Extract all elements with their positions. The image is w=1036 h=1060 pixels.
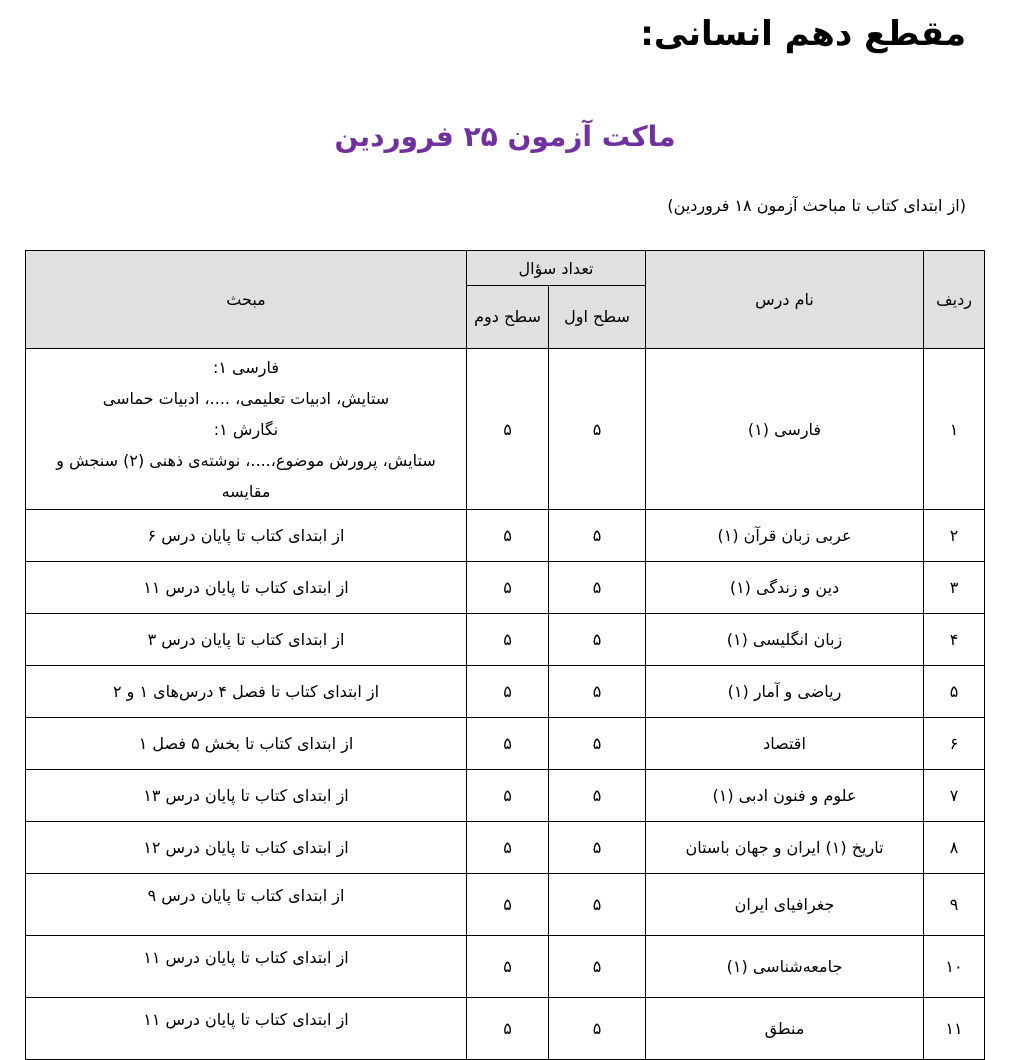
row-number: ۱ — [924, 349, 985, 510]
row-number: ۷ — [924, 770, 985, 822]
level-2-count: ۵ — [467, 562, 549, 614]
topic-cell: از ابتدای کتاب تا پایان درس ۱۳ — [26, 770, 467, 822]
level-2-count: ۵ — [467, 349, 549, 510]
table-header — [26, 251, 985, 349]
header-course-name: نام درس — [646, 251, 924, 349]
row-number: ۳ — [924, 562, 985, 614]
topic-cell: از ابتدای کتاب تا بخش ۵ فصل ۱ — [26, 718, 467, 770]
row-number: ۹ — [924, 874, 985, 936]
level-1-count: ۵ — [549, 614, 646, 666]
level-1-count: ۵ — [549, 936, 646, 998]
level-2-count: ۵ — [467, 718, 549, 770]
header-question-count: تعداد سؤال — [467, 251, 646, 286]
table-row — [26, 666, 985, 718]
table-row — [26, 718, 985, 770]
header-level-2: سطح دوم — [467, 286, 549, 349]
table-row — [26, 998, 985, 1060]
topic-cell: از ابتدای کتاب تا پایان درس ۱۱ — [26, 936, 467, 998]
course-name: جامعه‌شناسی (۱) — [646, 936, 924, 998]
level-1-count: ۵ — [549, 349, 646, 510]
topic-cell: از ابتدای کتاب تا پایان درس ۱۱ — [26, 998, 467, 1060]
row-number: ۱۰ — [924, 936, 985, 998]
exam-scope-note: (از ابتدای کتاب تا مباحث آزمون ۱۸ فروردین) — [667, 196, 966, 215]
topic-cell: از ابتدای کتاب تا پایان درس ۹ — [26, 874, 467, 936]
row-number: ۲ — [924, 510, 985, 562]
course-name: دین و زندگی (۱) — [646, 562, 924, 614]
level-2-count: ۵ — [467, 510, 549, 562]
table-row — [26, 822, 985, 874]
table-row — [26, 562, 985, 614]
level-2-count: ۵ — [467, 770, 549, 822]
course-name: جغرافیای ایران — [646, 874, 924, 936]
course-name: تاریخ (۱) ایران و جهان باستان — [646, 822, 924, 874]
topic-cell: از ابتدای کتاب تا پایان درس ۳ — [26, 614, 467, 666]
level-1-count: ۵ — [549, 770, 646, 822]
level-1-count: ۵ — [549, 510, 646, 562]
table-row — [26, 874, 985, 936]
level-2-count: ۵ — [467, 998, 549, 1060]
topic-cell: از ابتدای کتاب تا پایان درس ۶ — [26, 510, 467, 562]
topic-cell: از ابتدای کتاب تا فصل ۴ درس‌های ۱ و ۲ — [26, 666, 467, 718]
level-2-count: ۵ — [467, 874, 549, 936]
exam-title: ماکت آزمون ۲۵ فروردین — [334, 120, 676, 153]
level-2-count: ۵ — [467, 822, 549, 874]
course-name: ریاضی و آمار (۱) — [646, 666, 924, 718]
level-1-count: ۵ — [549, 666, 646, 718]
course-name: اقتصاد — [646, 718, 924, 770]
course-name: منطق — [646, 998, 924, 1060]
topic-line: ستایش، پرورش موضوع،....، نوشته‌ی ذهنی (۲) سنجش و — [56, 450, 436, 470]
row-number: ۱۱ — [924, 998, 985, 1060]
section-title: مقطع دهم انسانی: — [640, 14, 966, 54]
topic-line: مقایسه — [221, 481, 271, 501]
row-number: ۸ — [924, 822, 985, 874]
header-topic: مبحث — [26, 251, 467, 349]
exam-blueprint-table — [25, 250, 985, 1060]
level-1-count: ۵ — [549, 718, 646, 770]
level-2-count: ۵ — [467, 936, 549, 998]
level-2-count: ۵ — [467, 614, 549, 666]
course-name: علوم و فنون ادبی (۱) — [646, 770, 924, 822]
table-row — [26, 936, 985, 998]
level-1-count: ۵ — [549, 998, 646, 1060]
row-number: ۴ — [924, 614, 985, 666]
topic-line: فارسی ۱: — [212, 357, 280, 377]
topic-line: نگارش ۱: — [213, 419, 279, 439]
course-name: فارسی (۱) — [646, 349, 924, 510]
level-1-count: ۵ — [549, 822, 646, 874]
table-row — [26, 770, 985, 822]
course-name: زبان انگلیسی (۱) — [646, 614, 924, 666]
row-number: ۵ — [924, 666, 985, 718]
level-1-count: ۵ — [549, 874, 646, 936]
topic-cell — [26, 349, 467, 510]
topic-line: ستایش، ادبیات تعلیمی، ....، ادبیات حماسی — [102, 388, 390, 408]
table-row — [26, 510, 985, 562]
topic-cell: از ابتدای کتاب تا پایان درس ۱۲ — [26, 822, 467, 874]
table-row — [26, 614, 985, 666]
row-number: ۶ — [924, 718, 985, 770]
header-level-1: سطح اول — [549, 286, 646, 349]
level-2-count: ۵ — [467, 666, 549, 718]
table-row — [26, 349, 985, 510]
topic-cell: از ابتدای کتاب تا پایان درس ۱۱ — [26, 562, 467, 614]
level-1-count: ۵ — [549, 562, 646, 614]
course-name: عربی زبان قرآن (۱) — [646, 510, 924, 562]
header-row-number: ردیف — [924, 251, 985, 349]
